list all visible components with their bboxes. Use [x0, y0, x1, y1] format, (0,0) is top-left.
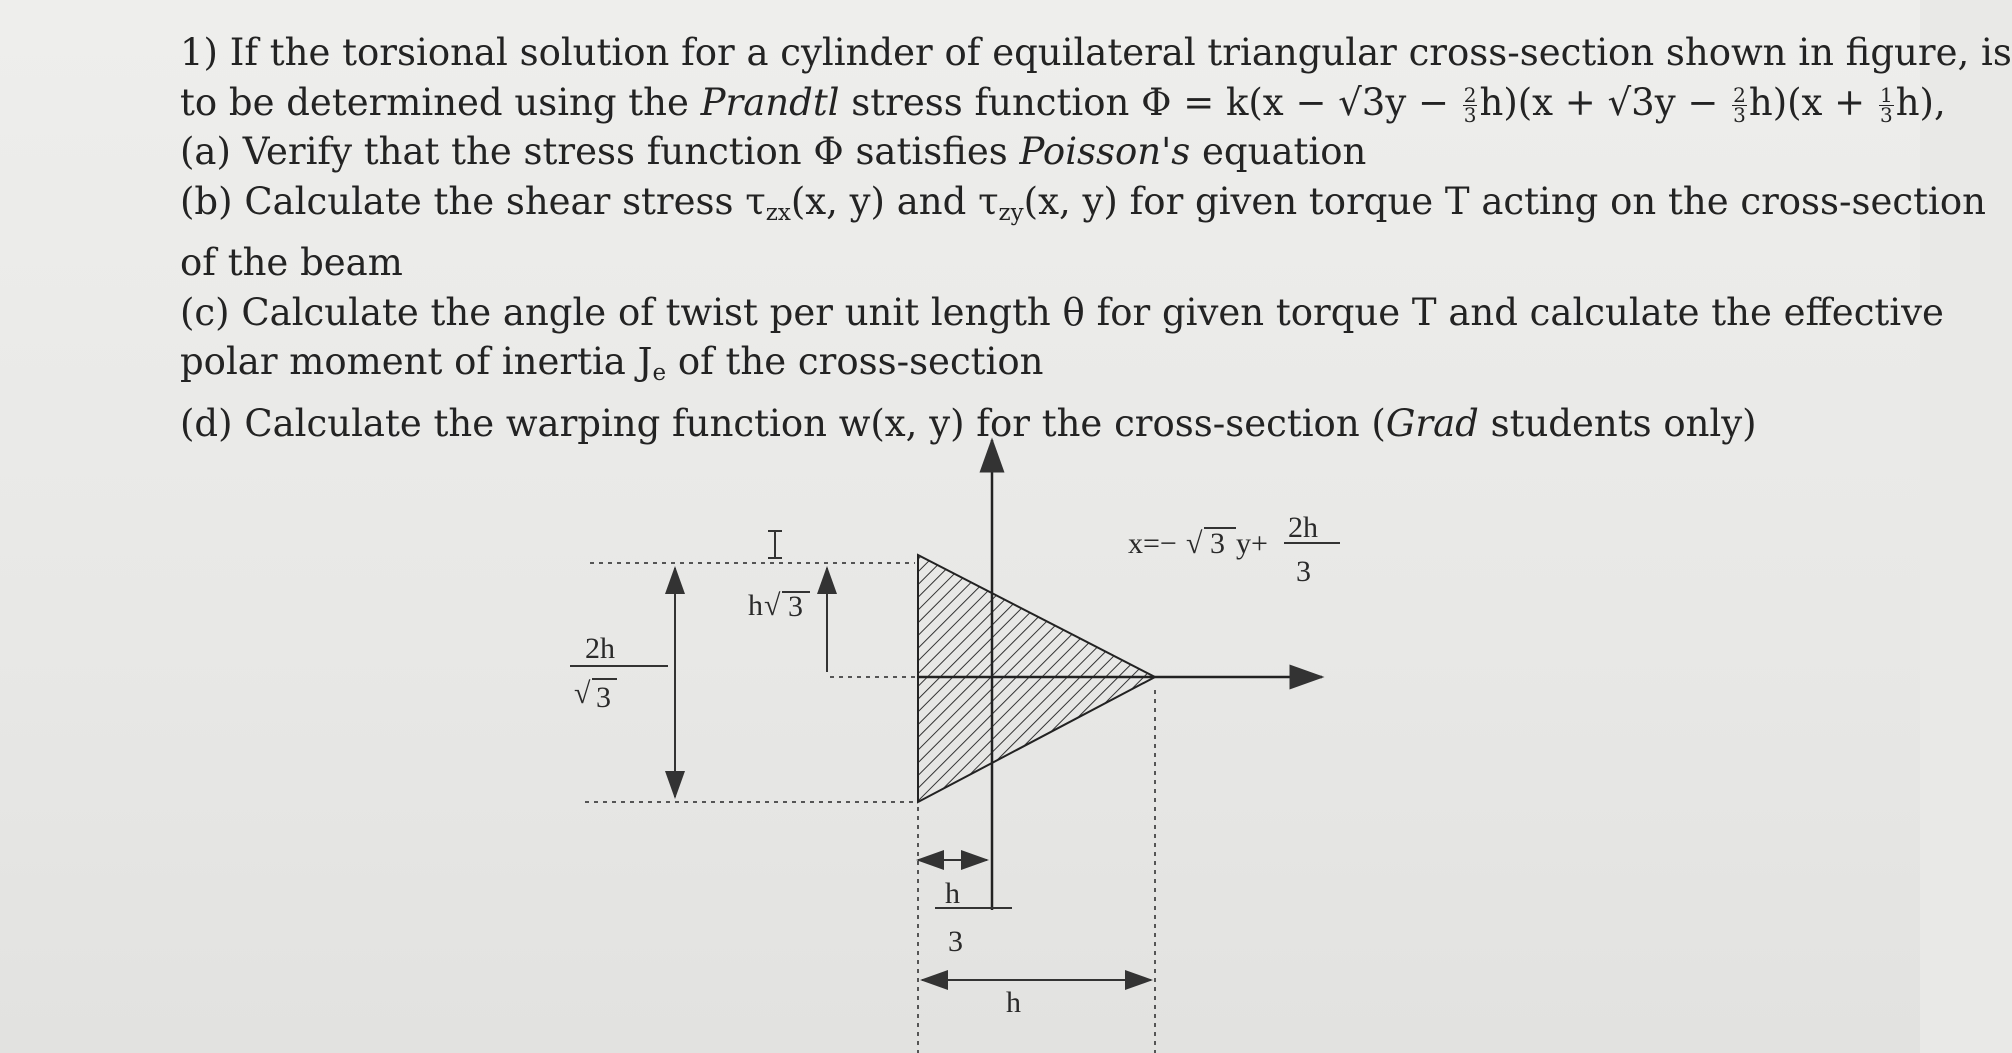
intro-text-2a: to be determined using the	[180, 80, 701, 124]
fraction-numerator: 2	[1463, 82, 1477, 107]
tau-subscript-zx: zx	[765, 199, 791, 226]
tau-subscript-zy: zy	[998, 199, 1024, 226]
part-d-text-1: (d) Calculate the warping function w(x, y) for the cross-section (	[180, 401, 1386, 445]
dim-left-denominator: 3	[596, 681, 611, 714]
stress-function-part-1: stress function Φ = k(x − √3y −	[839, 80, 1461, 124]
part-b-text-1: (b) Calculate the shear stress τ	[180, 179, 766, 223]
left-dimension	[570, 568, 675, 797]
stress-function-part-3: h)(x +	[1748, 80, 1877, 124]
part-d-text-3: students only)	[1478, 401, 1757, 445]
line-eq-sqrt: 3	[1210, 527, 1225, 560]
bottom-h-third-dimension	[918, 860, 1012, 958]
line-eq-prefix: x=−	[1128, 527, 1177, 560]
part-c-text-2: polar moment of inertia J	[180, 340, 653, 383]
part-b-text-2: (x, y) and τ	[790, 179, 999, 223]
dim-bottom-denominator: 3	[948, 925, 963, 958]
stress-function-part-4: h),	[1895, 80, 1946, 124]
fraction-denominator: 3	[1463, 102, 1477, 127]
dim-top-h: h	[748, 589, 763, 622]
part-a-text-1: (a) Verify that the stress function Φ satisfies	[180, 130, 1020, 173]
dim-top-sqrt: 3	[788, 590, 803, 623]
part-c-text-1: (c) Calculate the angle of twist per unit length θ for given torque T and calculate the effective	[180, 290, 1944, 334]
fraction-denominator: 3	[1733, 102, 1746, 127]
line-eq-numerator: 2h	[1288, 511, 1318, 544]
dim-bottom-numerator: h	[945, 877, 960, 910]
line-equation-label	[1128, 511, 1340, 588]
hatched-triangle	[918, 555, 1155, 802]
part-c-text-3: of the cross-section	[666, 340, 1044, 383]
fraction-numerator: 1	[1879, 82, 1893, 107]
part-b-text-3: (x, y) for given torque T acting on the cross-section	[1023, 179, 1986, 223]
fraction-numerator: 2	[1733, 82, 1746, 107]
grad-term: Grad	[1385, 401, 1479, 445]
dim-bottom-h: h	[1006, 986, 1021, 1019]
top-dimension	[748, 531, 827, 672]
fraction-denominator: 3	[1879, 102, 1893, 127]
j-subscript-e: e	[652, 360, 667, 386]
sqrt-icon: √	[1186, 527, 1203, 560]
prandtl-term: Prandtl	[700, 80, 840, 124]
bottom-h-dimension	[922, 980, 1151, 1019]
line-eq-mid: y+	[1236, 527, 1268, 560]
intro-text-1: 1) If the torsional solution for a cylinder of equilateral triangular cross-section shown in figure, is	[180, 31, 2012, 74]
line-eq-denominator: 3	[1296, 555, 1311, 588]
part-b-text-4: of the beam	[180, 241, 403, 284]
poisson-term: Poisson's	[1019, 130, 1191, 173]
sqrt-icon: √	[764, 589, 781, 622]
dim-left-numerator: 2h	[585, 632, 615, 665]
part-a-text-3: equation	[1190, 130, 1367, 173]
sqrt-icon: √	[574, 677, 591, 710]
stress-function-part-2: h)(x + √3y −	[1479, 80, 1731, 124]
